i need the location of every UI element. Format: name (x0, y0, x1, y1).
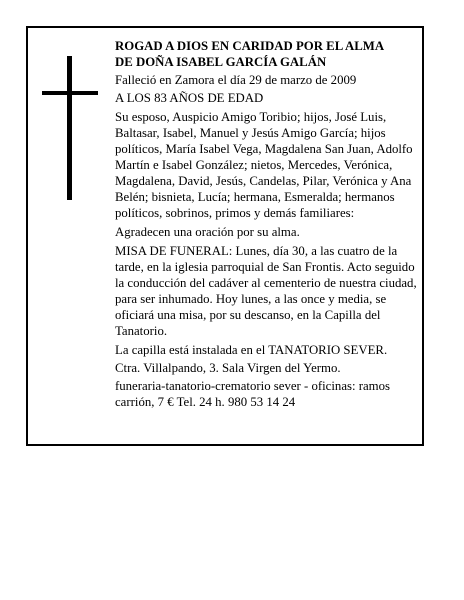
cross-vertical-bar (67, 56, 72, 200)
prayer-request: Agradecen una oración por su alma. (115, 225, 300, 239)
family-list: Su esposo, Auspicio Amigo Toribio; hijos, José Luis, Baltasar, Isabel, Manuel y Jesús Amigo García; hijos políticos, María Isabel Vega, Magdalena San Juan, Adolfo Martín e Isabel González; nietos, Mercedes, Verónica, Magdalena, David, Jesús, Candelas, Pilar, Verónica y Ana Belén; bisnieta, Lucía; hermana, Esmeralda; hermanos políticos, sobrinos, primos y demás familiares: (115, 110, 413, 220)
notice-title-line-1: ROGAD A DIOS EN CARIDAD POR EL ALMA (115, 39, 385, 53)
notice-title-line-2: DE DOÑA ISABEL GARCÍA GALÁN (115, 55, 327, 69)
funeral-home-offices: funeraria-tanatorio-crematorio sever - oficinas: ramos carrión, 7 € Tel. 24 h. 980 53 14 24 (115, 379, 391, 409)
notice-text (115, 38, 419, 410)
obituary-notice (26, 26, 424, 446)
death-announcement: Falleció en Zamora el día 29 de marzo de 2009 (115, 73, 357, 87)
funeral-details: MISA DE FUNERAL: Lunes, día 30, a las cuatro de la tarde, en la iglesia parroquial de San Frontis. Acto seguido la conducción del cadáver al cementerio de nuestra ciudad, para ser inhumado. Hoy lunes, a las once y media, se oficiará una misa, por su descanso, en la Capilla del Tanatorio. (115, 244, 417, 338)
cross-horizontal-bar (42, 91, 98, 95)
chapel-address: Ctra. Villalpando, 3. Sala Virgen del Yermo. (115, 361, 341, 375)
age-at-death: A LOS 83 AÑOS DE EDAD (115, 91, 264, 105)
chapel-location: La capilla está instalada en el TANATORIO SEVER. (115, 343, 388, 357)
cross-icon (42, 56, 98, 200)
